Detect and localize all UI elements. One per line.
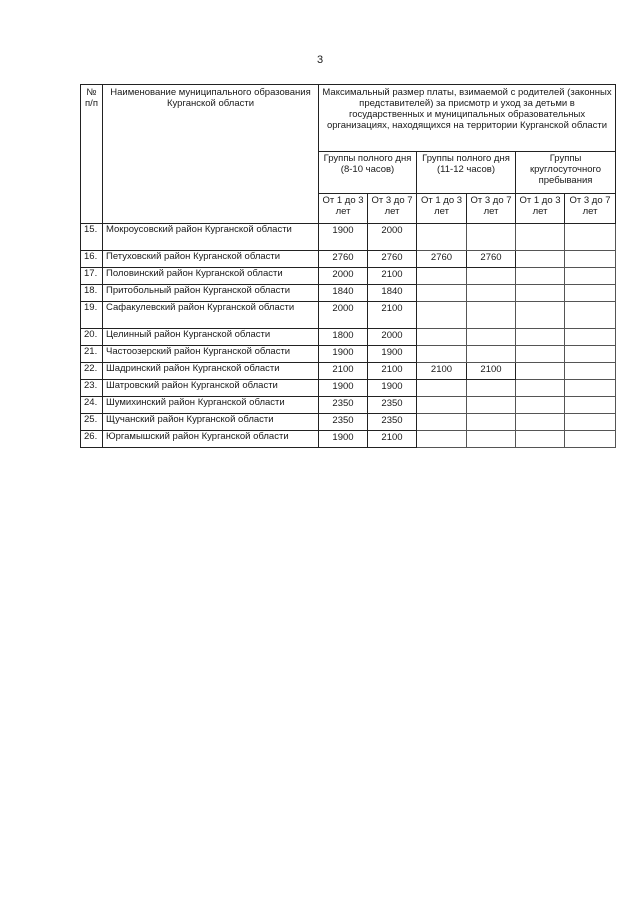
row-municipality-name: Петуховский район Курганской области [103, 251, 319, 268]
row-fee-value [467, 329, 516, 346]
row-municipality-name: Сафакулевский район Курганской области [103, 302, 319, 329]
table-row [81, 414, 616, 431]
row-fee-value: 1900 [368, 380, 417, 397]
table-row [81, 397, 616, 414]
row-fee-value: 1900 [368, 346, 417, 363]
row-fee-value [417, 224, 467, 251]
header-group-11-12: Группы полного дня (11-12 часов) [417, 152, 516, 194]
header-fee: Максимальный размер платы, взимаемой с родителей (законных представителей) за присмотр и уход за детьми в государственных и муниципальных образовательных организациях, находящихся на территории Курганской области [319, 85, 616, 152]
row-fee-value [467, 285, 516, 302]
row-fee-value: 2350 [368, 414, 417, 431]
table-row [81, 268, 616, 285]
header-age: От 3 до 7 лет [565, 194, 616, 224]
row-number: 20. [81, 329, 103, 346]
row-number: 23. [81, 380, 103, 397]
row-fee-value [467, 224, 516, 251]
row-municipality-name: Притобольный район Курганской области [103, 285, 319, 302]
header-age: От 3 до 7 лет [467, 194, 516, 224]
row-fee-value: 2100 [368, 268, 417, 285]
header-group-24h: Группы круглосуточного пребывания [516, 152, 616, 194]
row-municipality-name: Половинский район Курганской области [103, 268, 319, 285]
row-number: 22. [81, 363, 103, 380]
row-number: 15. [81, 224, 103, 251]
row-fee-value: 2760 [417, 251, 467, 268]
row-fee-value [516, 329, 565, 346]
row-fee-value [565, 251, 616, 268]
row-municipality-name: Шатровский район Курганской области [103, 380, 319, 397]
table-row [81, 380, 616, 397]
row-number: 26. [81, 431, 103, 448]
row-fee-value [516, 380, 565, 397]
row-number: 24. [81, 397, 103, 414]
row-fee-value [565, 224, 616, 251]
table-row [81, 224, 616, 251]
row-fee-value: 1900 [319, 380, 368, 397]
table-row [81, 363, 616, 380]
header-group-8-10: Группы полного дня (8-10 часов) [319, 152, 417, 194]
row-fee-value [516, 224, 565, 251]
row-number: 19. [81, 302, 103, 329]
row-fee-value [467, 302, 516, 329]
table-row [81, 251, 616, 268]
row-fee-value [417, 329, 467, 346]
row-fee-value [516, 363, 565, 380]
row-fee-value [516, 346, 565, 363]
fee-table [80, 84, 616, 448]
row-number: 21. [81, 346, 103, 363]
table-body [81, 224, 616, 448]
row-fee-value [565, 397, 616, 414]
row-fee-value: 1800 [319, 329, 368, 346]
row-fee-value [417, 302, 467, 329]
row-fee-value: 2000 [368, 224, 417, 251]
table-row [81, 285, 616, 302]
row-fee-value: 2350 [319, 397, 368, 414]
row-fee-value [565, 329, 616, 346]
row-fee-value: 2100 [417, 363, 467, 380]
row-fee-value [565, 268, 616, 285]
row-fee-value: 1900 [319, 431, 368, 448]
table-row [81, 431, 616, 448]
row-fee-value: 2100 [467, 363, 516, 380]
row-fee-value [516, 268, 565, 285]
row-number: 18. [81, 285, 103, 302]
row-fee-value: 2000 [319, 268, 368, 285]
row-fee-value [467, 380, 516, 397]
row-number: 17. [81, 268, 103, 285]
row-fee-value: 2100 [368, 302, 417, 329]
row-fee-value [565, 302, 616, 329]
row-fee-value: 2100 [368, 363, 417, 380]
row-fee-value [417, 380, 467, 397]
header-age: От 1 до 3 лет [417, 194, 467, 224]
row-fee-value: 2760 [319, 251, 368, 268]
row-municipality-name: Шадринский район Курганской области [103, 363, 319, 380]
table-row [81, 346, 616, 363]
header-age: От 1 до 3 лет [319, 194, 368, 224]
table-row [81, 329, 616, 346]
row-fee-value [467, 268, 516, 285]
row-fee-value: 2100 [319, 363, 368, 380]
row-municipality-name: Целинный район Курганской области [103, 329, 319, 346]
row-fee-value [467, 397, 516, 414]
row-fee-value [516, 431, 565, 448]
row-fee-value [417, 285, 467, 302]
row-fee-value [417, 414, 467, 431]
row-fee-value [565, 431, 616, 448]
row-fee-value [565, 414, 616, 431]
header-num: № п/п [81, 85, 103, 224]
table-row [81, 302, 616, 329]
row-municipality-name: Щучанский район Курганской области [103, 414, 319, 431]
row-fee-value: 2000 [368, 329, 417, 346]
row-municipality-name: Юргамышский район Курганской области [103, 431, 319, 448]
row-fee-value: 2100 [368, 431, 417, 448]
row-fee-value [516, 302, 565, 329]
row-fee-value: 2350 [368, 397, 417, 414]
row-fee-value: 1840 [368, 285, 417, 302]
row-fee-value: 1840 [319, 285, 368, 302]
row-fee-value [467, 346, 516, 363]
row-fee-value [516, 414, 565, 431]
row-fee-value [516, 251, 565, 268]
header-name: Наименование муниципального образования Курганской области [103, 85, 319, 224]
row-fee-value: 1900 [319, 346, 368, 363]
row-fee-value [417, 346, 467, 363]
row-fee-value [467, 414, 516, 431]
page-number: 3 [316, 54, 324, 66]
row-fee-value: 2760 [467, 251, 516, 268]
row-fee-value: 2760 [368, 251, 417, 268]
row-fee-value [467, 431, 516, 448]
row-fee-value [516, 397, 565, 414]
row-fee-value [417, 268, 467, 285]
row-fee-value [565, 346, 616, 363]
row-municipality-name: Частоозерский район Курганской области [103, 346, 319, 363]
row-fee-value [417, 397, 467, 414]
row-fee-value [565, 363, 616, 380]
row-fee-value [417, 431, 467, 448]
row-municipality-name: Шумихинский район Курганской области [103, 397, 319, 414]
row-number: 25. [81, 414, 103, 431]
header-age: От 3 до 7 лет [368, 194, 417, 224]
row-municipality-name: Мокроусовский район Курганской области [103, 224, 319, 251]
row-fee-value: 2350 [319, 414, 368, 431]
header-age: От 1 до 3 лет [516, 194, 565, 224]
row-fee-value [565, 285, 616, 302]
row-number: 16. [81, 251, 103, 268]
row-fee-value: 1900 [319, 224, 368, 251]
row-fee-value: 2000 [319, 302, 368, 329]
row-fee-value [565, 380, 616, 397]
row-fee-value [516, 285, 565, 302]
